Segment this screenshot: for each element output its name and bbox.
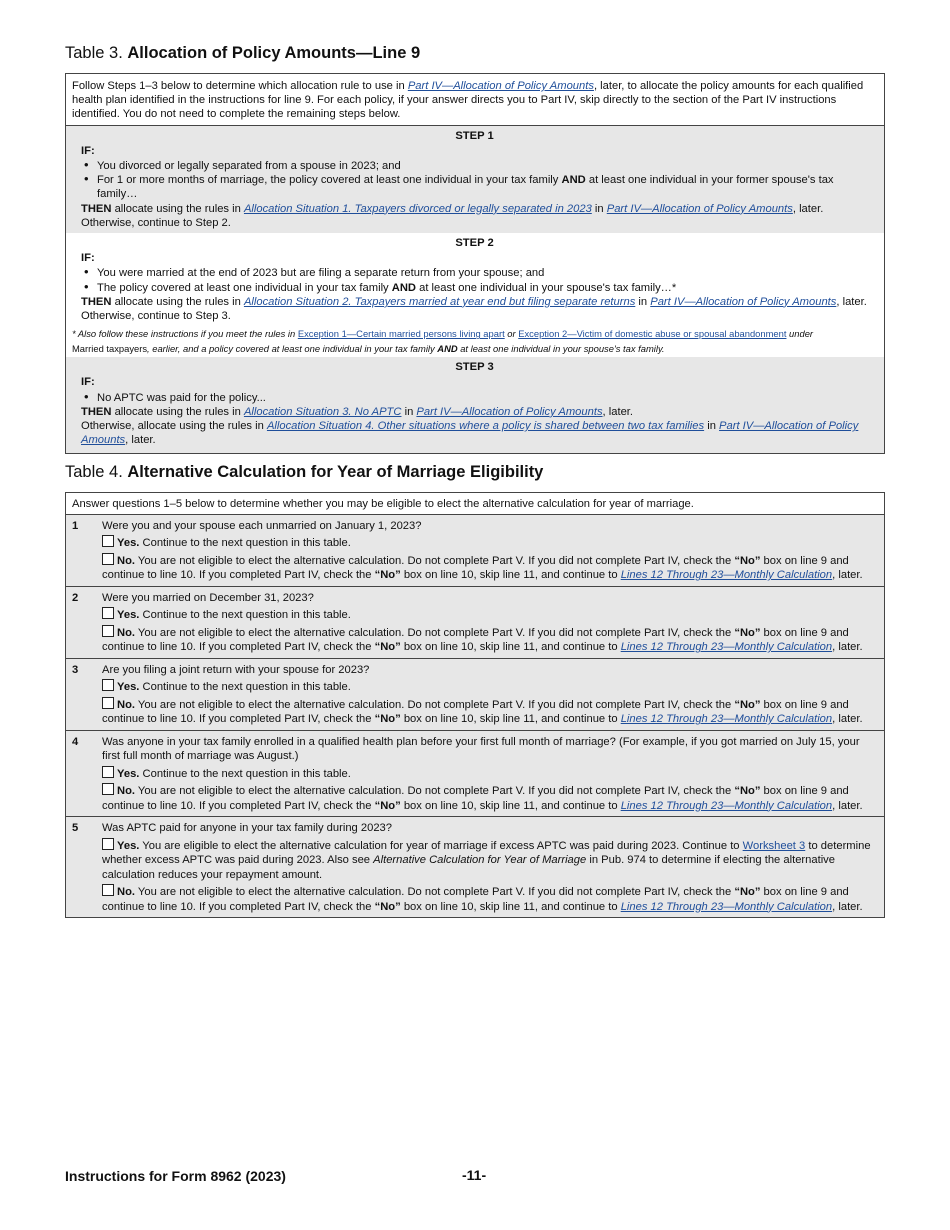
question-number: 5 [72,822,79,834]
page-number: -11- [462,1167,487,1183]
situation2-link[interactable]: Allocation Situation 2. Taxpayers married at year end but filing separate returns [243,295,636,308]
question-number: 4 [72,735,79,748]
question-row: 3 Are you filing a joint return with your spouse for 2023? Yes. Continue to the next question in this table. No. You are not eligible to elect the alternative calculation. Do not complete Part V. If you did not complete Part IV, check the “No” box on line 9 and continue to line 10. If you completed Part IV, check the “No” box on line 10, skip line 11, and continue to Lines 12 Through 23—Monthly Calculation, later. [66,659,884,731]
step3: STEP 3 IF: • No APTC was paid for the policy... THEN allocate using the rules in Allocation Situation 3. No APTC in Part IV—Allocation of Policy Amounts, later. Otherwise, allocate using the rules in Allocation Situation 4. Other situations where a policy is shared between two tax families in Part IV—Allocation of Policy Amounts, later. [66,357,884,453]
step3-header: STEP 3 [455,361,494,374]
question-text: Are you filing a joint return with your spouse for 2023? [102,663,370,676]
part4-link[interactable]: Part IV—Allocation of Policy Amounts [650,295,837,308]
question-text: Was anyone in your tax family enrolled in a qualified health plan before your first full month of marriage? (For example, if you got married on July 15, your first full month of marriage was August.) [102,735,860,762]
monthly-calculation-link[interactable]: Lines 12 Through 23—Monthly Calculation [620,799,833,812]
part4-link[interactable]: Part IV—Allocation of Policy [719,420,859,433]
situation3-link[interactable]: Allocation Situation 3. No APTC [243,405,402,418]
monthly-calculation-link[interactable]: Lines 12 Through 23—Monthly Calculation [620,900,833,913]
question-text: Were you and your spouse each unmarried on January 1, 2023? [102,519,422,532]
step2-bullet: • You were married at the end of 2023 but are filing a separate return from your spouse; and [81,266,868,280]
step2: STEP 2 IF: • You were married at the end of 2023 but are filing a separate return from your spouse; and • The policy covered at least one individual in your tax family AND at least one individual in your spouse's tax family…* THEN allocate using the rules in Allocation Situation 2. Taxpayers married at year end but filing separate returns in Part IV—Allocation of Policy Amounts, later. Otherwise, continue to Step 3. [66,233,884,326]
table4-title: Table 4. Alternative Calculation for Year of Marriage Eligibility [65,463,544,481]
monthly-calculation-link[interactable]: Lines 12 Through 23—Monthly Calculation [620,713,833,725]
situation4-link[interactable]: Allocation Situation 4. Other situations where a policy is shared between two tax families [266,420,705,433]
situation1-link[interactable]: Allocation Situation 1. Taxpayers divorced or legally separated in 2023 [243,202,592,215]
exception1-link[interactable]: Exception 1—Certain married persons living apart [297,328,505,340]
yes-checkbox[interactable] [102,766,114,778]
step2-bullet: • The policy covered at least one individual in your tax family AND at least one individual in your spouse's tax family…* [81,281,868,295]
question-number: 3 [72,663,79,676]
yes-checkbox[interactable] [102,607,114,619]
question-text: Were you married on December 31, 2023? [102,591,314,604]
no-checkbox[interactable] [102,553,114,565]
question-row: 1 Were you and your spouse each unmarried on January 1, 2023? Yes. Continue to the next question in this table. No. You are not eligible to elect the alternative calculation. Do not complete Part V. If you did not complete Part IV, check the “No” box on line 9 and continue to line 10. If you completed Part IV, check the “No” box on line 10, skip line 11, and continue to Lines 12 Through 23—Monthly Calculation, later. [66,515,884,587]
yes-checkbox[interactable] [102,535,114,547]
step2-otherwise: Otherwise, continue to Step 3. [81,310,231,323]
step1-otherwise: Otherwise, continue to Step 2. [81,216,231,229]
monthly-calculation-link[interactable]: Lines 12 Through 23—Monthly Calculation [620,569,833,581]
no-checkbox[interactable] [102,884,114,896]
step1: STEP 1 IF: • You divorced or legally separated from a spouse in 2023; and • For 1 or more months of marriage, the policy covered at least one individual in your tax family AND at least one individual in your former spouse's tax family… THEN allocate using the rules in Allocation Situation 1. Taxpayers divorced or legally separated in 2023 in Part IV—Allocation of Policy Amounts, later. Otherwise, continue to Step 2. [66,126,884,233]
question-text: Was APTC paid for anyone in your tax family during 2023? [102,822,392,834]
step1-header: STEP 1 [455,129,494,142]
step3-bullet: • No APTC was paid for the policy... [81,391,868,405]
table3-intro: Follow Steps 1–3 below to determine which allocation rule to use in Part IV—Allocation of Policy Amounts, later, to allocate the policy amounts for each qualified health plan identified in the instructions for line 9. For each policy, if your answer directs you to Part IV, skip directly to the section of the Part IV instructions identified. You do not need to complete the remaining steps below. [66,74,884,126]
question-number: 2 [72,591,79,604]
question-row: 2 Were you married on December 31, 2023? Yes. Continue to the next question in this table. No. You are not eligible to elect the alternative calculation. Do not complete Part V. If you did not complete Part IV, check the “No” box on line 9 and continue to line 10. If you completed Part IV, check the “No” box on line 10, skip line 11, and continue to Lines 12 Through 23—Monthly Calculation, later. [66,587,884,659]
step1-then: THEN allocate using the rules in Allocation Situation 1. Taxpayers divorced or legally separated in 2023 in Part IV—Allocation of Policy Amounts, later. [81,202,824,215]
part4-link[interactable]: Amounts [81,434,126,447]
table3-title: Table 3. Allocation of Policy Amounts—Line 9 [65,44,421,62]
table4 [65,492,885,918]
question-number: 1 [72,519,79,532]
question-row: 5 Was APTC paid for anyone in your tax family during 2023? Yes. You are eligible to elect the alternative calculation for year of marriage if excess APTC was paid during 2023. Continue to Worksheet 3 to determine whether excess APTC was paid during 2023. Also see Alternative Calculation for Year of Marriage in Pub. 974 to determine if electing the alternative calculation reduces your repayment amount. No. You are not eligible to elect the alternative calculation. Do not complete Part V. If you did not complete Part IV, check the “No” box on line 9 and continue to line 10. If you completed Part IV, check the “No” box on line 10, skip line 11, and continue to Lines 12 Through 23—Monthly Calculation, later. [66,817,884,917]
part4-link[interactable]: Part IV—Allocation of Policy Amounts [407,80,594,92]
question-row: 4 Was anyone in your tax family enrolled in a qualified health plan before your first full month of marriage? (For example, if you got married on July 15, your first full month of marriage was August.) Yes. Continue to the next question in this table. No. You are not eligible to elect the alternative calculation. Do not complete Part V. If you did not complete Part IV, check the “No” box on line 9 and continue to line 10. If you completed Part IV, check the “No” box on line 10, skip line 11, and continue to Lines 12 Through 23—Monthly Calculation, later. [66,731,884,818]
yes-checkbox[interactable] [102,838,114,850]
step1-bullet: • For 1 or more months of marriage, the policy covered at least one individual in your tax family AND at least one individual in your former spouse's tax family… [81,173,868,201]
yes-checkbox[interactable] [102,679,114,691]
form-footer-title: Instructions for Form 8962 (2023) [65,1168,286,1184]
no-checkbox[interactable] [102,625,114,637]
step3-otherwise: Otherwise, allocate using the rules in Allocation Situation 4. Other situations where a policy is shared between two tax families in Part IV—Allocation of Policy Amounts, later. [81,420,859,447]
table3 [65,73,885,454]
step2-then: THEN allocate using the rules in Allocation Situation 2. Taxpayers married at year end but filing separate returns in Part IV—Allocation of Policy Amounts, later. [81,295,867,308]
part4-link[interactable]: Part IV—Allocation of Policy Amounts [606,202,793,215]
part4-link[interactable]: Part IV—Allocation of Policy Amounts [416,405,603,418]
step1-bullet: • You divorced or legally separated from a spouse in 2023; and [81,159,868,173]
no-checkbox[interactable] [102,697,114,709]
exception2-link[interactable]: Exception 2—Victim of domestic abuse or spousal abandonment [518,328,787,340]
worksheet3-link[interactable]: Worksheet 3 [742,839,806,852]
step3-then: THEN allocate using the rules in Allocation Situation 3. No APTC in Part IV—Allocation of Policy Amounts, later. [81,405,634,418]
step2-header: STEP 2 [455,237,494,250]
no-checkbox[interactable] [102,783,114,795]
table3-footnote: * Also follow these instructions if you meet the rules in Exception 1—Certain married persons living apart or Exception 2—Victim of domestic abuse or spousal abandonment under Married taxpayers, earlier, and a policy covered at least one individual in your tax family AND at least one individual in your spouse's tax family. [66,326,884,357]
table4-intro: Answer questions 1–5 below to determine whether you may be eligible to elect the alternative calculation for year of marriage. [66,493,884,515]
monthly-calculation-link[interactable]: Lines 12 Through 23—Monthly Calculation [620,641,833,653]
